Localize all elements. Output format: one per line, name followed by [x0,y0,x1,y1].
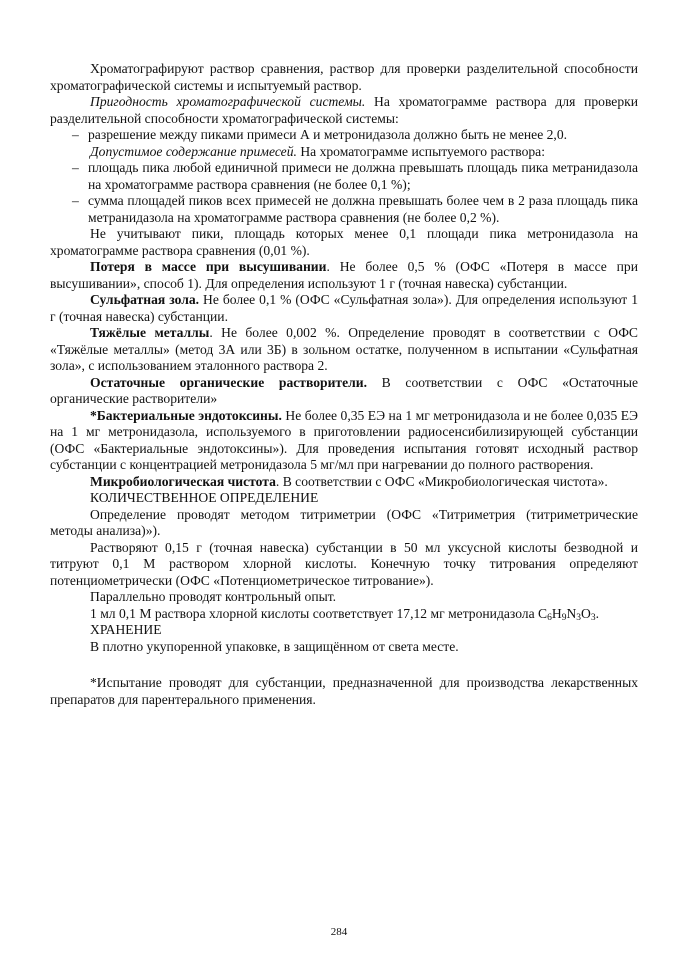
paragraph-microbiological-purity [50,474,638,491]
paragraph-text: . [595,605,599,621]
paragraph-storage: В плотно укупоренной упаковке, в защищённом от света месте. [90,638,459,654]
bullet-dash: – [72,193,79,208]
list-item-text: площадь пика любой единичной примеси не должна превышать площадь пика метранидазола на хроматограмме раствора сравнения (не более 0,1 %); [88,160,638,192]
paragraph-text: 1 мл 0,1 М раствора хлорной кислоты соответствует 17,12 мг метронидазола [90,605,539,621]
paragraph-text: Не более 0,1 % (ОФС «Сульфатная зола»). Для определения используют 1 г (точная навеска) субстанции. [50,292,638,324]
paragraph-endotoxins [50,408,638,474]
bullet-dash: – [72,127,79,142]
section-heading-assay: КОЛИЧЕСТВЕННОЕ ОПРЕДЕЛЕНИЕ [90,490,319,505]
paragraph-text: В соответствии с ОФС «Остаточные органические растворители» [50,374,638,406]
paragraph-assay-method: Определение проводят методом титриметрии (ОФС «Титриметрия (титриметрические методы анализа)»). [50,506,638,538]
paragraph-text: На хроматограмме раствора для проверки разделительной способности хроматографической системы: [50,94,638,126]
paragraph-ignore-peaks: Не учитывают пики, площадь которых менее 0,1 площади пика метронидазола на хроматограмме раствора сравнения (0,01 %). [50,226,638,258]
list-item [50,193,638,226]
italic-heading: Допустимое содержание примесей. [90,143,297,159]
paragraph-chromatography: Хроматографируют раствор сравнения, раствор для проверки разделительной способности хроматографической системы и испытуемый раствор. [50,61,638,93]
italic-heading: Пригодность хроматографической системы. [90,94,366,109]
footnote: *Испытание проводят для субстанции, предназначенной для производства лекарственных препаратов для парентерального применения. [50,675,638,707]
paragraph-impurities [50,144,638,161]
list-item [50,160,638,193]
chemical-formula: $C_6H_9N_3O_3$ [538,605,596,623]
paragraph-text: . В соответствии с ОФС «Микробиологическая чистота». [275,473,608,489]
paragraph-loss-on-drying [50,259,638,292]
section-heading-storage: ХРАНЕНИЕ [90,622,162,637]
paragraph-text: Не более 0,35 ЕЭ на 1 мг метронидазола и не более 0,035 ЕЭ на 1 мг метронидазола, используемого в приготовлении радиосенсибилизирующей субстанции (ОФС «Бактериальные эндотоксины»). Для проведения испытания готовят исходный раствор субстанции с концентрацией метронидазола 5 мг/мл при нагревании до полного растворения. [50,407,638,472]
paragraph-text: . Не более 0,5 % (ОФС «Потеря в массе при высушивании», способ 1). Для определения используют 1 г (точная навеска) субстанции. [50,259,638,291]
paragraph-heavy-metals [50,325,638,375]
paragraph-sulfated-ash [50,292,638,325]
spacer [50,655,638,671]
bold-heading: Микробиологическая чистота [90,473,276,489]
paragraph-control-test: Параллельно проводят контрольный опыт. [90,589,337,604]
page-number: 284 [330,926,348,938]
paragraph-text: . Не более 0,002 %. Определение проводят в соответствии с ОФС «Тяжёлые металлы» (метод 3А или 3Б) в зольном остатке, полученном в испытании «Сульфатная зола», с использованием эталонного раствора 2. [50,325,638,373]
paragraph-text: На хроматограмме испытуемого раствора: [296,143,545,159]
bold-heading: Остаточные органические растворители. [90,374,367,390]
list-item [50,127,638,144]
list-item-text: сумма площадей пиков всех примесей не должна превышать более чем в 2 раза площадь пика метранидазола на хроматограмме раствора сравнения (не более 0,2 %). [88,193,638,225]
bold-heading: *Бактериальные эндотоксины. [90,407,282,423]
paragraph-system-suitability [50,94,638,127]
bold-heading: Потеря в массе при высушивании [90,259,327,274]
list-item-text: разрешение между пиками примеси А и метронидазола должно быть не менее 2,0. [88,127,568,142]
paragraph-assay-procedure: Растворяют 0,15 г (точная навеска) субстанции в 50 мл уксусной кислоты безводной и титруют 0,1 М раствором хлорной кислоты. Конечную точку титрования определяют потенциометрически (ОФС «Потенциометрическое титрование»). [50,539,638,588]
document-body [50,61,638,708]
bullet-dash: – [72,160,79,175]
paragraph-residual-solvents [50,375,638,408]
bold-heading: Сульфатная зола. [90,292,200,307]
bold-heading: Тяжёлые металлы [90,325,210,340]
paragraph-equivalence [50,606,638,623]
